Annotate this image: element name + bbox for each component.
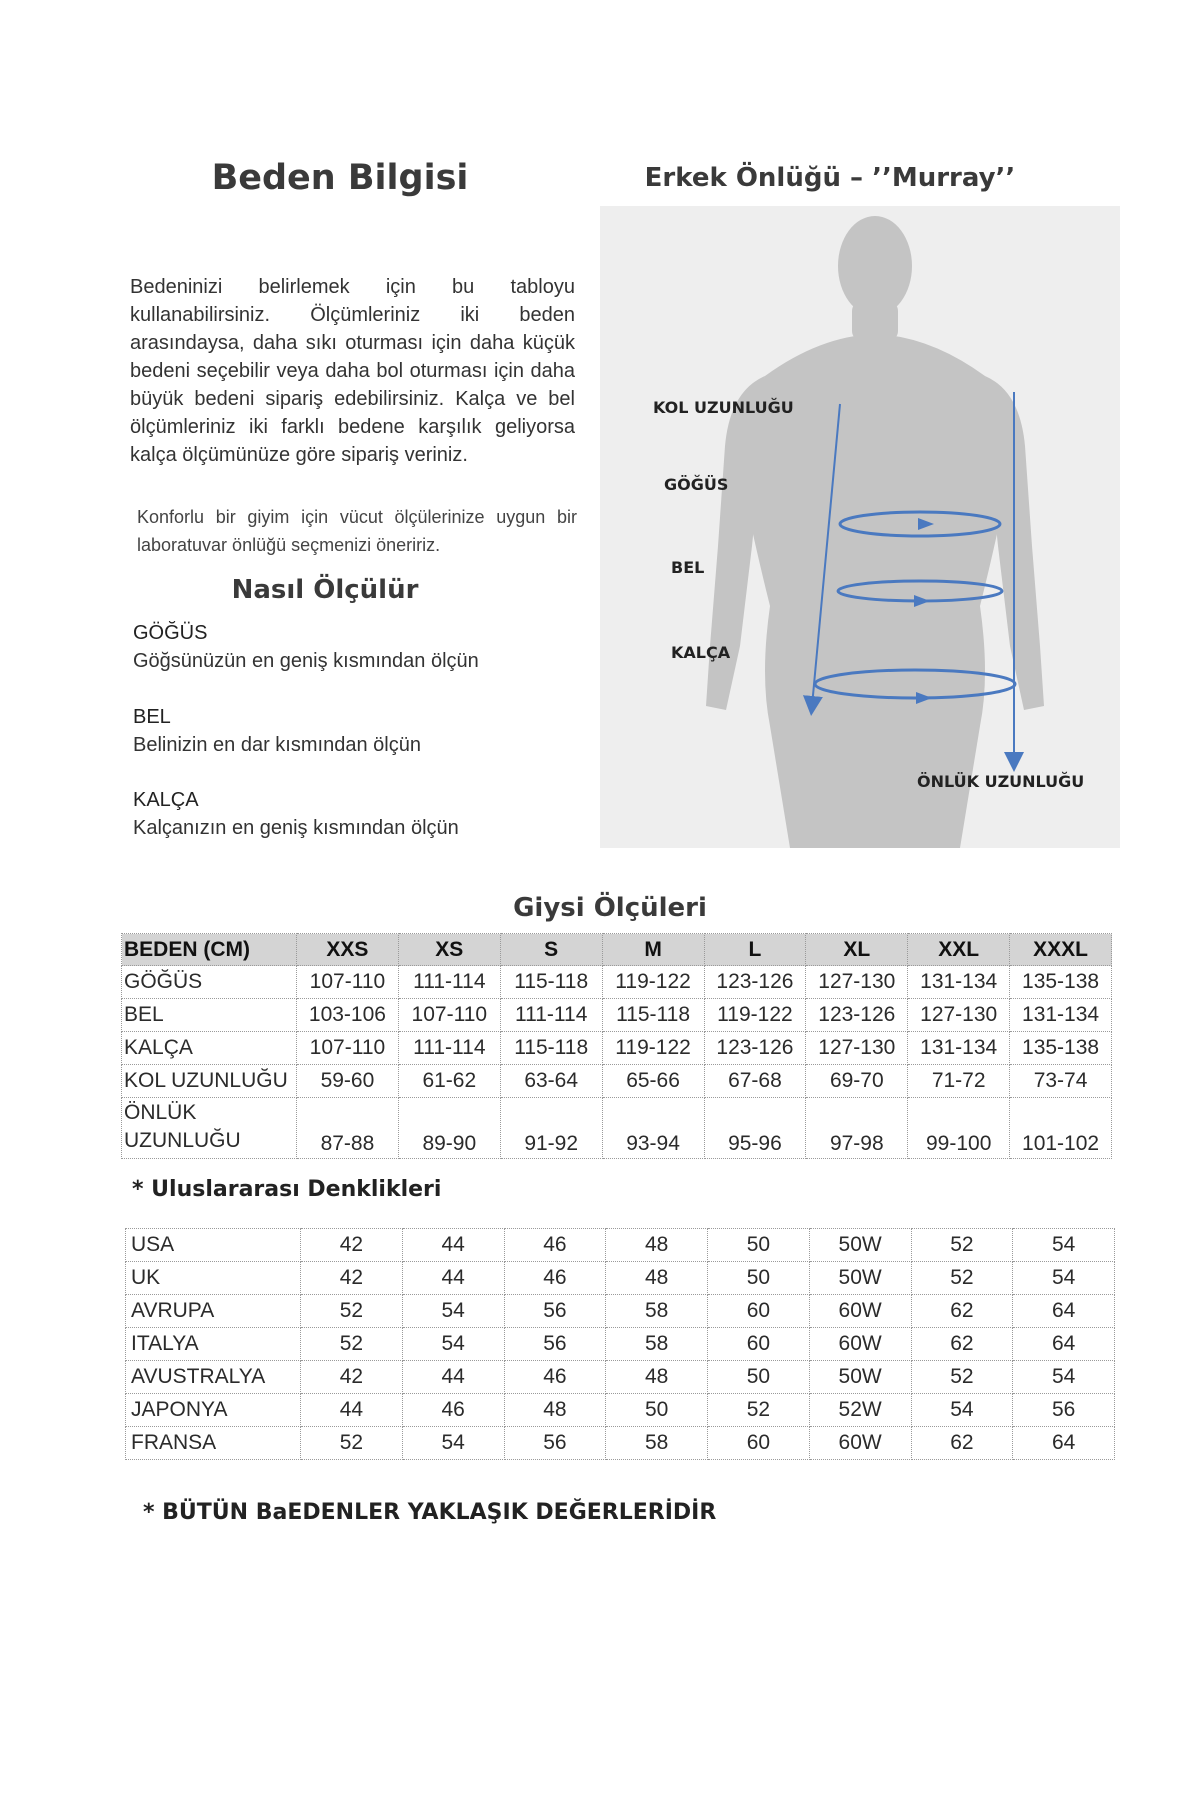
row-label: KOL UZUNLUĞU [122,1065,297,1098]
body-measurement-figure [600,206,1120,848]
table-cell: 60 [708,1427,810,1460]
table-cell: 48 [606,1361,708,1394]
row-label: GÖĞÜS [122,966,297,999]
table-cell: 52 [708,1394,810,1427]
table-cell: 52 [911,1229,1013,1262]
table-row [126,1262,1115,1295]
table-cell: 52W [809,1394,911,1427]
table-cell: 64 [1013,1295,1115,1328]
table-cell: 54 [402,1328,504,1361]
table-cell: 60W [809,1328,911,1361]
table-cell: 50W [809,1262,911,1295]
table-cell: 44 [402,1262,504,1295]
table-cell: 52 [911,1361,1013,1394]
table-cell: 42 [301,1262,403,1295]
table-cell: 95-96 [704,1098,806,1159]
table-cell: 56 [504,1295,606,1328]
hip-heading: KALÇA [133,789,199,811]
table-cell: 54 [1013,1229,1115,1262]
product-title: Erkek Önlüğü – ’’Murray’’ [644,163,1016,193]
country-label: AVUSTRALYA [126,1361,301,1394]
country-label: FRANSA [126,1427,301,1460]
table-cell: 46 [504,1262,606,1295]
table-cell: 50W [809,1361,911,1394]
table-cell: 107-110 [297,1032,399,1065]
size-header-cell: M [602,934,704,966]
table-cell: 131-134 [1010,999,1112,1032]
table-cell: 42 [301,1361,403,1394]
table-cell: 54 [1013,1361,1115,1394]
table-cell: 73-74 [1010,1065,1112,1098]
table-cell: 69-70 [806,1065,908,1098]
table-cell: 131-134 [908,966,1010,999]
table-cell: 64 [1013,1427,1115,1460]
table-cell: 56 [504,1328,606,1361]
table-cell: 52 [301,1328,403,1361]
table-cell: 46 [402,1394,504,1427]
international-equivalents-title: * Uluslararası Denklikleri [132,1177,442,1202]
table-cell: 127-130 [908,999,1010,1032]
country-label: USA [126,1229,301,1262]
chest-heading: GÖĞÜS [133,622,208,644]
row-label-line: ÖNLÜK [124,1101,197,1124]
recommendation-paragraph: Konforlu bir giyim için vücut ölçülerinize uygun bir laboratuvar önlüğü seçmenizi öneririz. [137,507,577,555]
country-label: UK [126,1262,301,1295]
approximate-values-note: * BÜTÜN BaEDENLER YAKLAŞIK DEĞERLERİDİR [143,1500,717,1525]
table-cell: 54 [402,1427,504,1460]
table-cell: 50 [708,1229,810,1262]
table-row [122,1098,1112,1159]
table-cell: 123-126 [704,1032,806,1065]
table-cell: 127-130 [806,1032,908,1065]
table-cell: 60 [708,1328,810,1361]
table-cell: 52 [911,1262,1013,1295]
table-cell: 127-130 [806,966,908,999]
table-cell: 54 [402,1295,504,1328]
size-header-cell: XL [806,934,908,966]
table-cell: 119-122 [602,966,704,999]
waist-heading: BEL [133,706,171,728]
table-cell: 87-88 [297,1098,399,1159]
table-cell: 101-102 [1010,1098,1112,1159]
table-row [126,1361,1115,1394]
international-size-table [125,1228,1115,1460]
size-header-cell: XXXL [1010,934,1112,966]
table-cell: 50 [606,1394,708,1427]
apron-length-label: ÖNLÜK UZUNLUĞU [917,772,1085,791]
how-to-measure-title: Nasıl Ölçülür [231,575,419,605]
table-cell: 60W [809,1295,911,1328]
chest-instruction: Göğsünüzün en geniş kısmından ölçün [133,650,479,672]
table-cell: 60 [708,1295,810,1328]
garment-measurements-title: Giysi Ölçüleri [513,893,707,923]
waist-instruction: Belinizin en dar kısmından ölçün [133,734,421,756]
size-header-cell: XXL [908,934,1010,966]
table-cell: 107-110 [297,966,399,999]
table-cell: 67-68 [704,1065,806,1098]
table-row [122,999,1112,1032]
table-cell: 54 [1013,1262,1115,1295]
table-cell: 62 [911,1328,1013,1361]
table-row [122,966,1112,999]
table-cell: 58 [606,1328,708,1361]
table-cell: 131-134 [908,1032,1010,1065]
size-table-header-row [122,934,1112,966]
table-cell: 119-122 [602,1032,704,1065]
table-cell: 61-62 [398,1065,500,1098]
table-cell: 91-92 [500,1098,602,1159]
size-header-cell: S [500,934,602,966]
body-silhouette [706,216,1044,848]
table-cell: 60W [809,1427,911,1460]
size-header-cell: BEDEN (CM) [122,934,297,966]
table-row [126,1295,1115,1328]
table-cell: 63-64 [500,1065,602,1098]
table-cell: 135-138 [1010,1032,1112,1065]
table-cell: 50 [708,1262,810,1295]
table-cell: 42 [301,1229,403,1262]
table-row [122,1032,1112,1065]
hip-label: KALÇA [671,643,731,662]
table-row [126,1427,1115,1460]
table-cell: 44 [301,1394,403,1427]
size-header-cell: L [704,934,806,966]
row-label: KALÇA [122,1032,297,1065]
table-cell: 46 [504,1361,606,1394]
table-cell: 119-122 [704,999,806,1032]
table-row [122,1065,1112,1098]
table-cell: 107-110 [398,999,500,1032]
row-label: BEL [122,999,297,1032]
table-cell: 56 [1013,1394,1115,1427]
table-cell: 48 [606,1229,708,1262]
table-cell: 123-126 [806,999,908,1032]
row-label [122,1098,297,1159]
sleeve-length-label: KOL UZUNLUĞU [653,398,794,417]
table-cell: 115-118 [602,999,704,1032]
hip-instruction: Kalçanızın en geniş kısmından ölçün [133,817,459,839]
table-cell: 62 [911,1427,1013,1460]
country-label: JAPONYA [126,1394,301,1427]
table-cell: 50 [708,1361,810,1394]
table-cell: 135-138 [1010,966,1112,999]
table-cell: 111-114 [398,1032,500,1065]
size-header-cell: XS [398,934,500,966]
table-cell: 59-60 [297,1065,399,1098]
size-table [121,933,1112,1159]
table-cell: 111-114 [500,999,602,1032]
table-cell: 56 [504,1427,606,1460]
table-cell: 89-90 [398,1098,500,1159]
table-row [126,1229,1115,1262]
table-cell: 46 [504,1229,606,1262]
table-cell: 93-94 [602,1098,704,1159]
male-silhouette-illustration [600,206,1120,848]
table-cell: 65-66 [602,1065,704,1098]
intro-paragraph: Bedeninizi belirlemek için bu tabloyu kullanabilirsiniz. Ölçümleriniz iki beden arasındaysa, daha sıkı oturması için daha küçük bedeni seçebilir veya daha bol oturması için daha büyük bedeni sipariş edebilirsiniz. Kalça ve bel ölçümleriniz iki farklı bedene karşılık geliyorsa kalça ölçümünüze göre sipariş veriniz. [130,276,575,466]
table-cell: 115-118 [500,1032,602,1065]
page-title: Beden Bilgisi [211,158,469,198]
table-cell: 115-118 [500,966,602,999]
chest-label: GÖĞÜS [664,475,729,494]
table-row [126,1394,1115,1427]
table-cell: 54 [911,1394,1013,1427]
table-cell: 50W [809,1229,911,1262]
size-header-cell: XXS [297,934,399,966]
table-cell: 52 [301,1295,403,1328]
table-cell: 52 [301,1427,403,1460]
table-cell: 111-114 [398,966,500,999]
table-cell: 71-72 [908,1065,1010,1098]
table-cell: 62 [911,1295,1013,1328]
table-cell: 48 [504,1394,606,1427]
table-cell: 123-126 [704,966,806,999]
table-cell: 103-106 [297,999,399,1032]
table-cell: 44 [402,1361,504,1394]
table-cell: 58 [606,1427,708,1460]
row-label-line: UZUNLUĞU [124,1129,241,1152]
table-cell: 99-100 [908,1098,1010,1159]
table-cell: 64 [1013,1328,1115,1361]
country-label: AVRUPA [126,1295,301,1328]
table-row [126,1328,1115,1361]
table-cell: 58 [606,1295,708,1328]
country-label: ITALYA [126,1328,301,1361]
waist-label: BEL [671,558,705,577]
table-cell: 97-98 [806,1098,908,1159]
table-cell: 44 [402,1229,504,1262]
table-cell: 48 [606,1262,708,1295]
